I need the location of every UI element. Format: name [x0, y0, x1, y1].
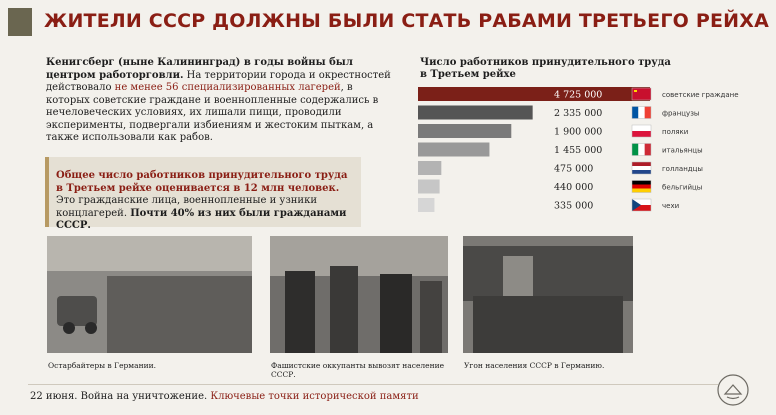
photo-caption: Остарбайтеры в Германии.: [48, 361, 156, 370]
page-title: ЖИТЕЛИ СССР ДОЛЖНЫ БЫЛИ СТАТЬ РАБАМИ ТРЕТЬЕГО РЕЙХА: [44, 10, 769, 32]
chart-bar: [418, 106, 533, 120]
chart-bar: [418, 87, 650, 101]
chart-bar: [418, 161, 441, 175]
photo-deportation: [463, 236, 633, 353]
chart-category-label: чехи: [662, 202, 680, 210]
intro-bold-text: Кенигсберг (ныне Калининград) в годы войны был центром работорговли.: [46, 57, 353, 81]
italy-flag-icon: [632, 144, 651, 156]
ussr-flag-icon: [632, 88, 651, 100]
chart-bar: [418, 198, 434, 212]
chart-value-label: 1 900 000: [554, 126, 603, 138]
chart-bar: [418, 124, 511, 138]
chart-value-label: 2 335 000: [554, 108, 603, 119]
header-accent-block: [8, 8, 32, 36]
chart-value-label: 4 725 000: [554, 89, 603, 101]
chart-category-label: бельгийцы: [662, 183, 703, 192]
poland-flag-icon: [632, 125, 651, 137]
photo-caption: Фашистские оккупанты вывозят население СССР.: [271, 361, 445, 379]
photo-caption: Угон населения СССР в Германию.: [464, 361, 605, 370]
emblem-icon: [716, 373, 750, 407]
footer-highlight: Ключевые точки исторической памяти: [210, 391, 419, 402]
chart-category-label: советские граждане: [662, 91, 739, 99]
chart-title: Число работников принудительного труда в Третьем рейхе: [420, 57, 671, 80]
chart-value-label: 475 000: [554, 163, 594, 175]
czech-flag-icon: [632, 199, 651, 211]
photo-occupants: [270, 236, 448, 353]
chart-value-label: 440 000: [554, 182, 594, 193]
chart-category-label: голландцы: [662, 165, 703, 173]
netherlands-flag-icon: [632, 162, 651, 174]
intro-highlight: не менее 56 специализированных лагерей: [114, 82, 341, 93]
chart-category-label: французы: [662, 109, 700, 118]
photo-ostarbeiters: [47, 236, 252, 353]
footer-lead: 22 июня. Война на уничтожение.: [30, 391, 211, 402]
footer-divider: [28, 384, 718, 385]
bar-chart: [412, 84, 772, 214]
chart-value-label: 1 455 000: [554, 145, 603, 156]
chart-value-label: 335 000: [554, 200, 594, 212]
callout-plain: Это гражданские лица, военнопленные и узники концлагерей.: [56, 195, 318, 219]
intro-text: На территории города и окрестностей действовало: [46, 69, 391, 93]
intro-paragraph: [46, 57, 396, 145]
callout-bold: Почти 40% из них были гражданами СССР.: [56, 207, 347, 231]
callout-highlight: Общее число работников принудительного труда в Третьем рейхе оценивается в 12 млн человек.: [56, 170, 348, 194]
callout-text: [56, 170, 356, 233]
chart-category-label: поляки: [662, 128, 689, 136]
chart-bar: [418, 180, 440, 194]
germany-flag-icon: [632, 181, 651, 193]
intro-tail: , в которых советские граждане и военнопленные содержались в нечеловеческих условиях, их лишали пищи, проводили эксперименты, подвергали избиениям и жестоким пыткам, а также использовали как рабов.: [46, 82, 379, 143]
footer-text: [30, 391, 419, 402]
chart-bar: [418, 143, 489, 157]
france-flag-icon: [632, 107, 651, 119]
chart-category-label: итальянцы: [662, 146, 703, 155]
